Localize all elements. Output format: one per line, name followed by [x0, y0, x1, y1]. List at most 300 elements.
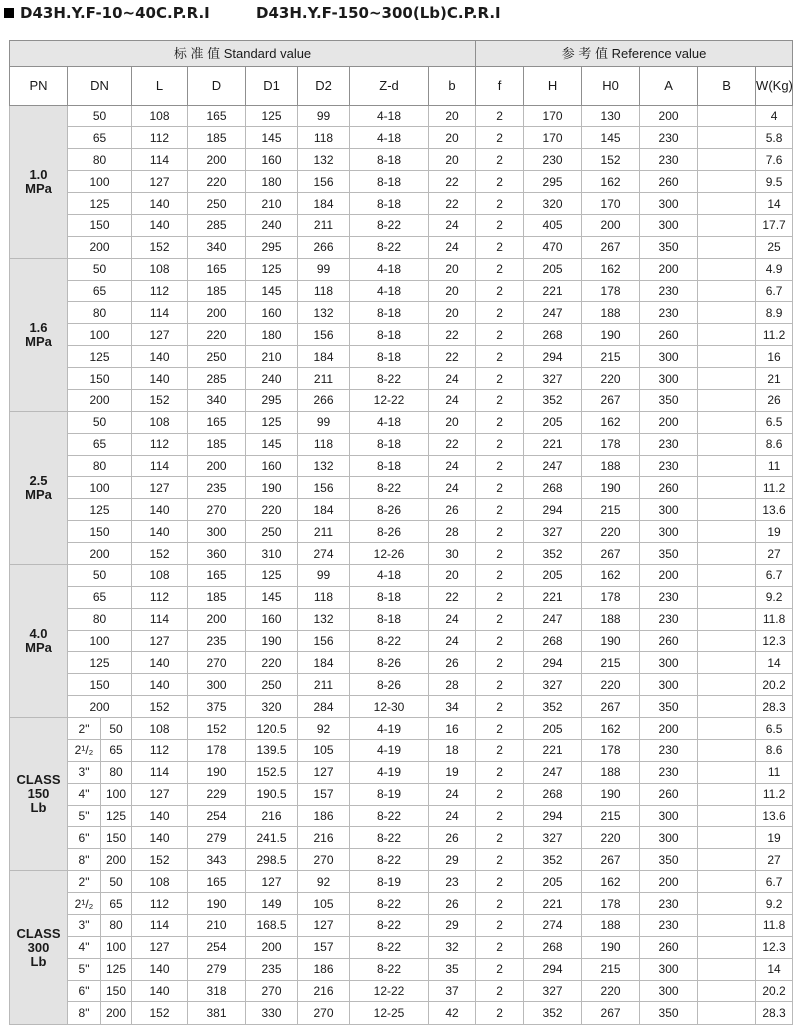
cell-a: 350 — [640, 543, 698, 565]
cell-b — [698, 696, 756, 718]
cell-h: 221 — [524, 280, 582, 302]
cell-d2: 127 — [298, 914, 350, 936]
cell-b: 24 — [429, 783, 476, 805]
cell-l: 114 — [132, 761, 188, 783]
cell-l: 112 — [132, 893, 188, 915]
cell-d1: 298.5 — [246, 849, 298, 871]
dn-cell — [68, 936, 132, 958]
cell-a: 350 — [640, 849, 698, 871]
cell-f: 2 — [476, 696, 524, 718]
cell-h0: 188 — [582, 761, 640, 783]
dn-mm-value: 80 — [109, 765, 123, 780]
column-header: A — [640, 67, 698, 106]
cell-w: 26 — [756, 389, 793, 411]
cell-l: 108 — [132, 718, 188, 740]
cell-d: 285 — [188, 368, 246, 390]
cell-h0: 267 — [582, 696, 640, 718]
cell-h0: 220 — [582, 521, 640, 543]
cell-zd: 8-22 — [350, 914, 429, 936]
cell-f: 2 — [476, 214, 524, 236]
cell-l: 112 — [132, 433, 188, 455]
cell-zd: 8-22 — [350, 827, 429, 849]
cell-h: 221 — [524, 739, 582, 761]
cell-h: 294 — [524, 499, 582, 521]
cell-d: 165 — [188, 258, 246, 280]
table-row — [10, 980, 793, 1002]
cell-h0: 152 — [582, 149, 640, 171]
table-row — [10, 499, 793, 521]
pn-group-label: 1.0 MPa — [10, 105, 68, 258]
table-row — [10, 455, 793, 477]
cell-d1: 125 — [246, 105, 298, 127]
cell-b: 26 — [429, 893, 476, 915]
table-row — [10, 564, 793, 586]
cell-b: 29 — [429, 849, 476, 871]
dn-inch-value: 3" — [68, 762, 101, 783]
table-row — [10, 171, 793, 193]
pn-group-label: CLASS 300 Lb — [10, 871, 68, 1025]
dn-inch-value: 5" — [68, 806, 101, 827]
cell-w: 6.7 — [756, 871, 793, 893]
cell-d2: 118 — [298, 586, 350, 608]
column-header: W(Kg) — [756, 67, 793, 106]
dn-split — [68, 806, 131, 827]
cell-zd: 8-18 — [350, 149, 429, 171]
table-row — [10, 805, 793, 827]
cell-d: 279 — [188, 827, 246, 849]
cell-h0: 267 — [582, 389, 640, 411]
cell-d: 200 — [188, 455, 246, 477]
cell-h0: 145 — [582, 127, 640, 149]
dn-cell: 65 — [68, 127, 132, 149]
cell-d1: 125 — [246, 564, 298, 586]
cell-zd: 4-19 — [350, 718, 429, 740]
cell-b: 22 — [429, 171, 476, 193]
cell-h0: 178 — [582, 739, 640, 761]
dn-cell: 150 — [68, 521, 132, 543]
header-row-columns — [10, 67, 793, 106]
cell-d2: 216 — [298, 980, 350, 1002]
cell-a: 230 — [640, 739, 698, 761]
cell-h0: 190 — [582, 477, 640, 499]
cell-b: 42 — [429, 1002, 476, 1025]
column-header: DN — [68, 67, 132, 106]
cell-h0: 267 — [582, 1002, 640, 1025]
cell-w: 14 — [756, 652, 793, 674]
cell-b: 24 — [429, 455, 476, 477]
table-row — [10, 433, 793, 455]
cell-h: 205 — [524, 564, 582, 586]
spec-table — [9, 40, 793, 1025]
cell-b: 20 — [429, 280, 476, 302]
cell-w: 27 — [756, 849, 793, 871]
cell-d2: 186 — [298, 805, 350, 827]
table-row — [10, 149, 793, 171]
dn-split — [68, 784, 131, 805]
square-bullet-icon — [4, 8, 14, 18]
dn-split — [68, 1002, 131, 1024]
cell-d2: 132 — [298, 608, 350, 630]
table-row — [10, 936, 793, 958]
dn-cell — [68, 718, 132, 740]
cell-d2: 211 — [298, 521, 350, 543]
cell-d: 285 — [188, 214, 246, 236]
cell-h: 221 — [524, 893, 582, 915]
cell-zd: 8-22 — [350, 630, 429, 652]
cell-d: 220 — [188, 171, 246, 193]
cell-zd: 12-22 — [350, 389, 429, 411]
cell-l: 152 — [132, 236, 188, 258]
cell-h0: 267 — [582, 236, 640, 258]
cell-b — [698, 674, 756, 696]
dn-split — [68, 762, 131, 783]
cell-b: 34 — [429, 696, 476, 718]
cell-l: 108 — [132, 105, 188, 127]
cell-f: 2 — [476, 630, 524, 652]
cell-w: 11.8 — [756, 608, 793, 630]
cell-d2: 211 — [298, 214, 350, 236]
cell-f: 2 — [476, 739, 524, 761]
cell-zd: 8-18 — [350, 455, 429, 477]
cell-b: 22 — [429, 324, 476, 346]
column-header: D2 — [298, 67, 350, 106]
table-row — [10, 258, 793, 280]
cell-zd: 8-22 — [350, 477, 429, 499]
cell-f: 2 — [476, 543, 524, 565]
cell-zd: 8-22 — [350, 368, 429, 390]
pn-group-label: 1.6 MPa — [10, 258, 68, 411]
cell-f: 2 — [476, 783, 524, 805]
cell-d: 200 — [188, 149, 246, 171]
table-row — [10, 105, 793, 127]
cell-l: 108 — [132, 258, 188, 280]
column-header: D — [188, 67, 246, 106]
cell-d2: 156 — [298, 324, 350, 346]
cell-d1: 190 — [246, 477, 298, 499]
cell-w: 28.3 — [756, 1002, 793, 1025]
cell-a: 200 — [640, 871, 698, 893]
cell-d1: 320 — [246, 696, 298, 718]
cell-f: 2 — [476, 586, 524, 608]
cell-zd: 8-22 — [350, 849, 429, 871]
cell-d1: 240 — [246, 214, 298, 236]
table-row — [10, 696, 793, 718]
cell-b — [698, 718, 756, 740]
cell-d: 220 — [188, 324, 246, 346]
cell-f: 2 — [476, 521, 524, 543]
cell-b — [698, 564, 756, 586]
cell-d: 300 — [188, 674, 246, 696]
dn-cell — [68, 761, 132, 783]
cell-h: 268 — [524, 630, 582, 652]
cell-h: 230 — [524, 149, 582, 171]
cell-b — [698, 652, 756, 674]
dn-split — [68, 981, 131, 1002]
cell-a: 300 — [640, 214, 698, 236]
cell-d1: 180 — [246, 324, 298, 346]
dn-cell — [68, 783, 132, 805]
table-row — [10, 302, 793, 324]
cell-h0: 190 — [582, 630, 640, 652]
cell-w: 20.2 — [756, 980, 793, 1002]
cell-b: 24 — [429, 214, 476, 236]
cell-a: 300 — [640, 652, 698, 674]
dn-cell — [68, 805, 132, 827]
cell-f: 2 — [476, 411, 524, 433]
cell-zd: 4-18 — [350, 258, 429, 280]
cell-b: 22 — [429, 193, 476, 215]
cell-zd: 8-18 — [350, 433, 429, 455]
cell-w: 6.7 — [756, 280, 793, 302]
cell-d1: 180 — [246, 171, 298, 193]
cell-d: 381 — [188, 1002, 246, 1025]
cell-d1: 235 — [246, 958, 298, 980]
cell-d2: 186 — [298, 958, 350, 980]
cell-w: 5.8 — [756, 127, 793, 149]
cell-d1: 145 — [246, 586, 298, 608]
cell-l: 114 — [132, 608, 188, 630]
cell-h0: 162 — [582, 171, 640, 193]
dn-inch-value: 2" — [68, 718, 101, 739]
cell-h: 295 — [524, 171, 582, 193]
dn-cell: 50 — [68, 105, 132, 127]
cell-d1: 210 — [246, 346, 298, 368]
cell-w: 17.7 — [756, 214, 793, 236]
cell-zd: 4-18 — [350, 105, 429, 127]
table-row — [10, 608, 793, 630]
column-header: B — [698, 67, 756, 106]
dn-cell: 50 — [68, 564, 132, 586]
cell-h0: 188 — [582, 914, 640, 936]
cell-h0: 162 — [582, 258, 640, 280]
dn-mm-value: 150 — [105, 984, 127, 999]
cell-a: 300 — [640, 827, 698, 849]
cell-f: 2 — [476, 280, 524, 302]
cell-b: 30 — [429, 543, 476, 565]
dn-split — [68, 893, 131, 914]
cell-d2: 211 — [298, 368, 350, 390]
cell-zd: 8-26 — [350, 674, 429, 696]
cell-h: 170 — [524, 127, 582, 149]
cell-f: 2 — [476, 346, 524, 368]
cell-b — [698, 214, 756, 236]
cell-l: 140 — [132, 805, 188, 827]
cell-h0: 188 — [582, 608, 640, 630]
cell-a: 200 — [640, 564, 698, 586]
cell-a: 230 — [640, 608, 698, 630]
cell-h0: 162 — [582, 564, 640, 586]
cell-f: 2 — [476, 893, 524, 915]
table-row — [10, 521, 793, 543]
cell-d: 229 — [188, 783, 246, 805]
cell-a: 300 — [640, 499, 698, 521]
cell-l: 127 — [132, 324, 188, 346]
cell-a: 230 — [640, 127, 698, 149]
cell-zd: 12-30 — [350, 696, 429, 718]
cell-d: 185 — [188, 586, 246, 608]
cell-w: 8.9 — [756, 302, 793, 324]
table-row — [10, 214, 793, 236]
cell-d: 254 — [188, 936, 246, 958]
dn-cell — [68, 980, 132, 1002]
cell-b — [698, 389, 756, 411]
cell-f: 2 — [476, 827, 524, 849]
cell-b: 24 — [429, 805, 476, 827]
cell-h: 294 — [524, 346, 582, 368]
cell-d2: 118 — [298, 280, 350, 302]
cell-d: 200 — [188, 608, 246, 630]
cell-b — [698, 236, 756, 258]
cell-d: 300 — [188, 521, 246, 543]
cell-l: 114 — [132, 455, 188, 477]
cell-d2: 99 — [298, 411, 350, 433]
cell-h: 247 — [524, 761, 582, 783]
cell-f: 2 — [476, 499, 524, 521]
header-reference-value: 参 考 值 Reference value — [476, 41, 793, 67]
cell-b: 24 — [429, 368, 476, 390]
cell-a: 200 — [640, 258, 698, 280]
cell-f: 2 — [476, 718, 524, 740]
cell-d2: 270 — [298, 849, 350, 871]
column-header: b — [429, 67, 476, 106]
cell-zd: 4-18 — [350, 411, 429, 433]
cell-w: 11 — [756, 455, 793, 477]
cell-h0: 162 — [582, 871, 640, 893]
dn-mm-value: 50 — [109, 874, 123, 889]
cell-h0: 188 — [582, 302, 640, 324]
cell-f: 2 — [476, 433, 524, 455]
cell-w: 9.5 — [756, 171, 793, 193]
table-row — [10, 849, 793, 871]
cell-d: 190 — [188, 893, 246, 915]
column-header: L — [132, 67, 188, 106]
dn-cell: 125 — [68, 652, 132, 674]
cell-zd: 8-22 — [350, 236, 429, 258]
cell-zd: 8-18 — [350, 586, 429, 608]
cell-d: 318 — [188, 980, 246, 1002]
cell-b — [698, 455, 756, 477]
cell-h0: 215 — [582, 499, 640, 521]
table-row — [10, 193, 793, 215]
cell-b: 20 — [429, 258, 476, 280]
column-header: H0 — [582, 67, 640, 106]
dn-cell: 150 — [68, 368, 132, 390]
cell-zd: 8-22 — [350, 214, 429, 236]
dn-cell: 200 — [68, 236, 132, 258]
cell-l: 112 — [132, 127, 188, 149]
cell-l: 114 — [132, 302, 188, 324]
table-row — [10, 127, 793, 149]
cell-w: 20.2 — [756, 674, 793, 696]
dn-cell: 150 — [68, 674, 132, 696]
cell-l: 114 — [132, 149, 188, 171]
cell-h: 247 — [524, 608, 582, 630]
cell-h: 268 — [524, 477, 582, 499]
cell-d: 185 — [188, 280, 246, 302]
cell-h: 320 — [524, 193, 582, 215]
cell-h0: 162 — [582, 411, 640, 433]
dn-inch-value: 2¹/₂ — [68, 893, 101, 914]
dn-split — [68, 915, 131, 936]
cell-l: 140 — [132, 368, 188, 390]
cell-h0: 215 — [582, 958, 640, 980]
cell-w: 11 — [756, 761, 793, 783]
cell-b — [698, 871, 756, 893]
cell-b: 19 — [429, 761, 476, 783]
cell-h: 274 — [524, 914, 582, 936]
cell-b: 20 — [429, 149, 476, 171]
table-row — [10, 368, 793, 390]
table-row — [10, 236, 793, 258]
cell-w: 6.7 — [756, 564, 793, 586]
cell-d2: 216 — [298, 827, 350, 849]
cell-b: 22 — [429, 346, 476, 368]
cell-d2: 274 — [298, 543, 350, 565]
cell-zd: 4-18 — [350, 564, 429, 586]
cell-d2: 184 — [298, 499, 350, 521]
cell-a: 260 — [640, 324, 698, 346]
cell-b — [698, 608, 756, 630]
cell-a: 300 — [640, 980, 698, 1002]
cell-f: 2 — [476, 674, 524, 696]
dn-mm-value: 200 — [105, 1006, 127, 1021]
cell-f: 2 — [476, 477, 524, 499]
cell-zd: 4-19 — [350, 761, 429, 783]
cell-h0: 130 — [582, 105, 640, 127]
cell-zd: 8-19 — [350, 871, 429, 893]
cell-f: 2 — [476, 652, 524, 674]
table-row — [10, 871, 793, 893]
cell-w: 11.2 — [756, 324, 793, 346]
cell-h: 352 — [524, 696, 582, 718]
cell-f: 2 — [476, 389, 524, 411]
cell-zd: 12-22 — [350, 980, 429, 1002]
cell-h: 327 — [524, 521, 582, 543]
table-row — [10, 827, 793, 849]
cell-h0: 178 — [582, 433, 640, 455]
table-row — [10, 783, 793, 805]
cell-b — [698, 914, 756, 936]
cell-d: 270 — [188, 499, 246, 521]
cell-d2: 118 — [298, 433, 350, 455]
cell-l: 152 — [132, 389, 188, 411]
column-header: H — [524, 67, 582, 106]
dn-cell — [68, 958, 132, 980]
cell-d1: 330 — [246, 1002, 298, 1025]
cell-d1: 160 — [246, 149, 298, 171]
cell-h0: 190 — [582, 783, 640, 805]
dn-mm-value: 200 — [105, 852, 127, 867]
cell-d2: 284 — [298, 696, 350, 718]
dn-cell: 65 — [68, 280, 132, 302]
dn-split — [68, 827, 131, 848]
cell-b: 24 — [429, 608, 476, 630]
cell-l: 108 — [132, 871, 188, 893]
dn-cell: 100 — [68, 324, 132, 346]
cell-b: 26 — [429, 827, 476, 849]
cell-d2: 184 — [298, 193, 350, 215]
cell-b — [698, 827, 756, 849]
cell-w: 8.6 — [756, 739, 793, 761]
cell-h0: 162 — [582, 718, 640, 740]
cell-h: 294 — [524, 958, 582, 980]
cell-f: 2 — [476, 368, 524, 390]
cell-h: 247 — [524, 302, 582, 324]
cell-h0: 220 — [582, 980, 640, 1002]
cell-d2: 99 — [298, 564, 350, 586]
dn-cell: 80 — [68, 455, 132, 477]
cell-f: 2 — [476, 105, 524, 127]
